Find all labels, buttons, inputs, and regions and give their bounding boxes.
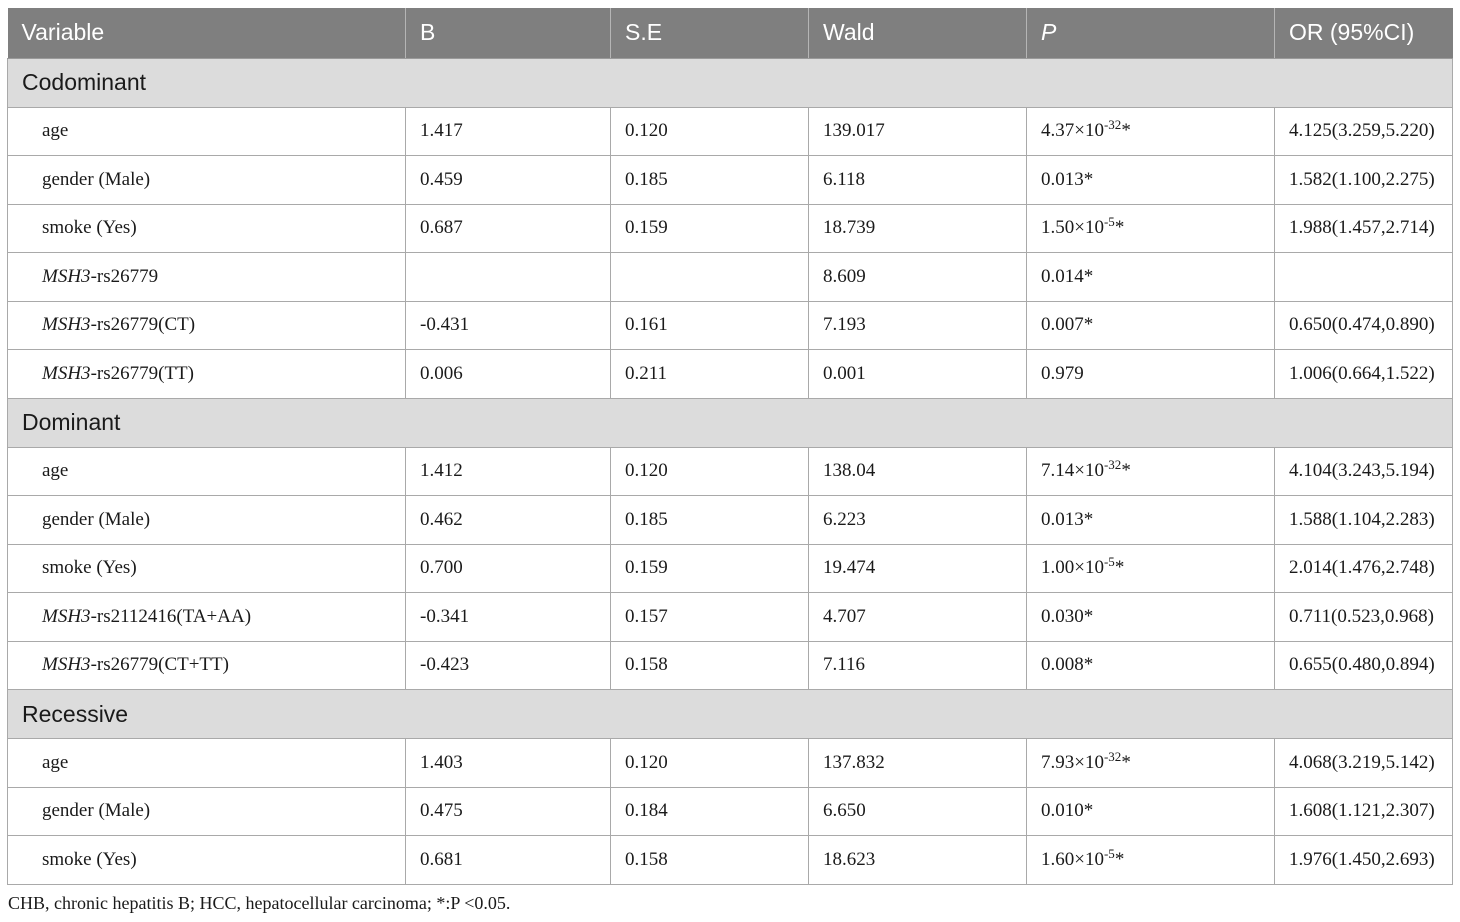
group-label: Dominant — [8, 398, 1453, 447]
p-mark: * — [1114, 848, 1125, 870]
cell-variable — [8, 447, 406, 496]
cell-b: 1.417 — [406, 107, 611, 156]
cell-b: 0.700 — [406, 544, 611, 593]
table-row — [8, 350, 1453, 399]
cell-or: 4.104(3.243,5.194) — [1275, 447, 1453, 496]
cell-se: 0.159 — [611, 204, 809, 253]
cell-p — [1027, 836, 1275, 885]
cell-b: -0.431 — [406, 301, 611, 350]
cell-variable — [8, 204, 406, 253]
header-b: B — [406, 8, 611, 58]
header-or: OR (95%CI) — [1275, 8, 1453, 58]
table-row — [8, 447, 1453, 496]
cell-wald: 4.707 — [809, 593, 1027, 642]
cell-se — [611, 253, 809, 302]
header-wald: Wald — [809, 8, 1027, 58]
variable-name: gender (Male) — [42, 168, 151, 190]
cell-wald: 139.017 — [809, 107, 1027, 156]
p-base: 7.14×10 — [1041, 460, 1104, 482]
p-mark: * — [1114, 557, 1125, 579]
cell-or: 4.068(3.219,5.142) — [1275, 739, 1453, 788]
p-mark: * — [1114, 217, 1125, 239]
gene-name: MSH3 — [42, 605, 91, 627]
group-header-row — [8, 58, 1453, 107]
cell-or: 1.582(1.100,2.275) — [1275, 156, 1453, 205]
cell-b: -0.423 — [406, 641, 611, 690]
table-row — [8, 156, 1453, 205]
cell-or: 0.655(0.480,0.894) — [1275, 641, 1453, 690]
cell-se: 0.185 — [611, 156, 809, 205]
p-exponent: -5 — [1103, 214, 1115, 230]
cell-b: 0.681 — [406, 836, 611, 885]
variable-name: age — [42, 120, 69, 142]
cell-p: 0.979 — [1027, 350, 1275, 399]
cell-b: 0.462 — [406, 496, 611, 545]
p-exponent: -5 — [1103, 845, 1115, 861]
variable-name: -rs26779(CT) — [90, 314, 196, 336]
cell-p: 0.014* — [1027, 253, 1275, 302]
cell-or: 0.711(0.523,0.968) — [1275, 593, 1453, 642]
variable-name: age — [42, 460, 69, 482]
cell-wald: 6.118 — [809, 156, 1027, 205]
cell-b: 0.006 — [406, 350, 611, 399]
cell-se: 0.120 — [611, 107, 809, 156]
cell-se: 0.158 — [611, 836, 809, 885]
cell-variable — [8, 350, 406, 399]
cell-se: 0.157 — [611, 593, 809, 642]
cell-p: 0.008* — [1027, 641, 1275, 690]
cell-se: 0.158 — [611, 641, 809, 690]
cell-se: 0.211 — [611, 350, 809, 399]
cell-se: 0.159 — [611, 544, 809, 593]
cell-p: 0.010* — [1027, 787, 1275, 836]
cell-p — [1027, 544, 1275, 593]
table-footnote: CHB, chronic hepatitis B; HCC, hepatocellular carcinoma; *:P <0.05. — [8, 893, 511, 913]
cell-wald: 7.193 — [809, 301, 1027, 350]
header-p-label: P — [1041, 19, 1057, 46]
cell-b: 1.412 — [406, 447, 611, 496]
table-row — [8, 641, 1453, 690]
cell-variable — [8, 544, 406, 593]
cell-p: 0.030* — [1027, 593, 1275, 642]
group-header-row — [8, 398, 1453, 447]
gene-name: MSH3 — [42, 654, 91, 676]
cell-wald: 0.001 — [809, 350, 1027, 399]
cell-wald: 6.650 — [809, 787, 1027, 836]
cell-or — [1275, 253, 1453, 302]
header-se: S.E — [611, 8, 809, 58]
cell-wald: 8.609 — [809, 253, 1027, 302]
cell-variable — [8, 107, 406, 156]
cell-or: 1.588(1.104,2.283) — [1275, 496, 1453, 545]
cell-wald: 19.474 — [809, 544, 1027, 593]
cell-wald: 7.116 — [809, 641, 1027, 690]
p-mark: * — [1121, 120, 1131, 142]
cell-wald: 18.623 — [809, 836, 1027, 885]
cell-variable — [8, 253, 406, 302]
cell-wald: 6.223 — [809, 496, 1027, 545]
cell-variable — [8, 739, 406, 788]
gene-name: MSH3 — [42, 362, 91, 384]
cell-p: 0.013* — [1027, 156, 1275, 205]
cell-se: 0.185 — [611, 496, 809, 545]
cell-p — [1027, 204, 1275, 253]
p-base: 7.93×10 — [1041, 751, 1104, 773]
cell-p — [1027, 107, 1275, 156]
variable-name: smoke (Yes) — [42, 848, 137, 870]
group-header-row — [8, 690, 1453, 739]
table-row — [8, 836, 1453, 885]
cell-variable — [8, 301, 406, 350]
gene-name: MSH3 — [42, 314, 91, 336]
table-row — [8, 204, 1453, 253]
cell-or: 1.006(0.664,1.522) — [1275, 350, 1453, 399]
variable-name: smoke (Yes) — [42, 557, 137, 579]
cell-or: 4.125(3.259,5.220) — [1275, 107, 1453, 156]
cell-variable — [8, 156, 406, 205]
group-label: Codominant — [8, 58, 1453, 107]
cell-variable — [8, 641, 406, 690]
variable-name: -rs2112416(TA+AA) — [90, 605, 252, 627]
table-row — [8, 544, 1453, 593]
p-exponent: -5 — [1103, 554, 1115, 570]
cell-se: 0.161 — [611, 301, 809, 350]
gene-name: MSH3 — [42, 265, 91, 287]
cell-wald: 18.739 — [809, 204, 1027, 253]
table-body — [8, 58, 1453, 884]
cell-variable — [8, 496, 406, 545]
table-row — [8, 739, 1453, 788]
table-row — [8, 593, 1453, 642]
variable-name: -rs26779 — [90, 265, 159, 287]
cell-wald: 138.04 — [809, 447, 1027, 496]
cell-b: -0.341 — [406, 593, 611, 642]
header-p — [1027, 8, 1275, 58]
cell-se: 0.120 — [611, 447, 809, 496]
cell-or: 1.608(1.121,2.307) — [1275, 787, 1453, 836]
variable-name: age — [42, 751, 69, 773]
p-mark: * — [1121, 751, 1131, 773]
cell-variable — [8, 593, 406, 642]
cell-se: 0.184 — [611, 787, 809, 836]
cell-p: 0.007* — [1027, 301, 1275, 350]
variable-name: -rs26779(CT+TT) — [90, 654, 229, 676]
cell-b — [406, 253, 611, 302]
table-row — [8, 253, 1453, 302]
cell-p — [1027, 447, 1275, 496]
p-base: 1.60×10 — [1041, 848, 1104, 870]
header-row — [8, 8, 1453, 58]
table-row — [8, 107, 1453, 156]
cell-or: 1.976(1.450,2.693) — [1275, 836, 1453, 885]
cell-wald: 137.832 — [809, 739, 1027, 788]
table-row — [8, 787, 1453, 836]
cell-b: 0.459 — [406, 156, 611, 205]
p-exponent: -32 — [1103, 117, 1122, 133]
variable-name: -rs26779(TT) — [90, 362, 194, 384]
cell-b: 0.687 — [406, 204, 611, 253]
p-base: 1.00×10 — [1041, 557, 1104, 579]
variable-name: gender (Male) — [42, 508, 151, 530]
table-row — [8, 301, 1453, 350]
cell-or: 2.014(1.476,2.748) — [1275, 544, 1453, 593]
cell-or: 0.650(0.474,0.890) — [1275, 301, 1453, 350]
p-exponent: -32 — [1103, 748, 1122, 764]
cell-variable — [8, 836, 406, 885]
group-label: Recessive — [8, 690, 1453, 739]
cell-variable — [8, 787, 406, 836]
cell-or: 1.988(1.457,2.714) — [1275, 204, 1453, 253]
cell-se: 0.120 — [611, 739, 809, 788]
cell-b: 0.475 — [406, 787, 611, 836]
p-base: 4.37×10 — [1041, 120, 1104, 142]
variable-name: smoke (Yes) — [42, 217, 137, 239]
regression-table — [7, 8, 1453, 885]
table-row — [8, 496, 1453, 545]
variable-name: gender (Male) — [42, 800, 151, 822]
p-mark: * — [1121, 460, 1131, 482]
cell-p: 0.013* — [1027, 496, 1275, 545]
header-variable: Variable — [8, 8, 406, 58]
p-exponent: -32 — [1103, 457, 1122, 473]
cell-b: 1.403 — [406, 739, 611, 788]
p-base: 1.50×10 — [1041, 217, 1104, 239]
cell-p — [1027, 739, 1275, 788]
